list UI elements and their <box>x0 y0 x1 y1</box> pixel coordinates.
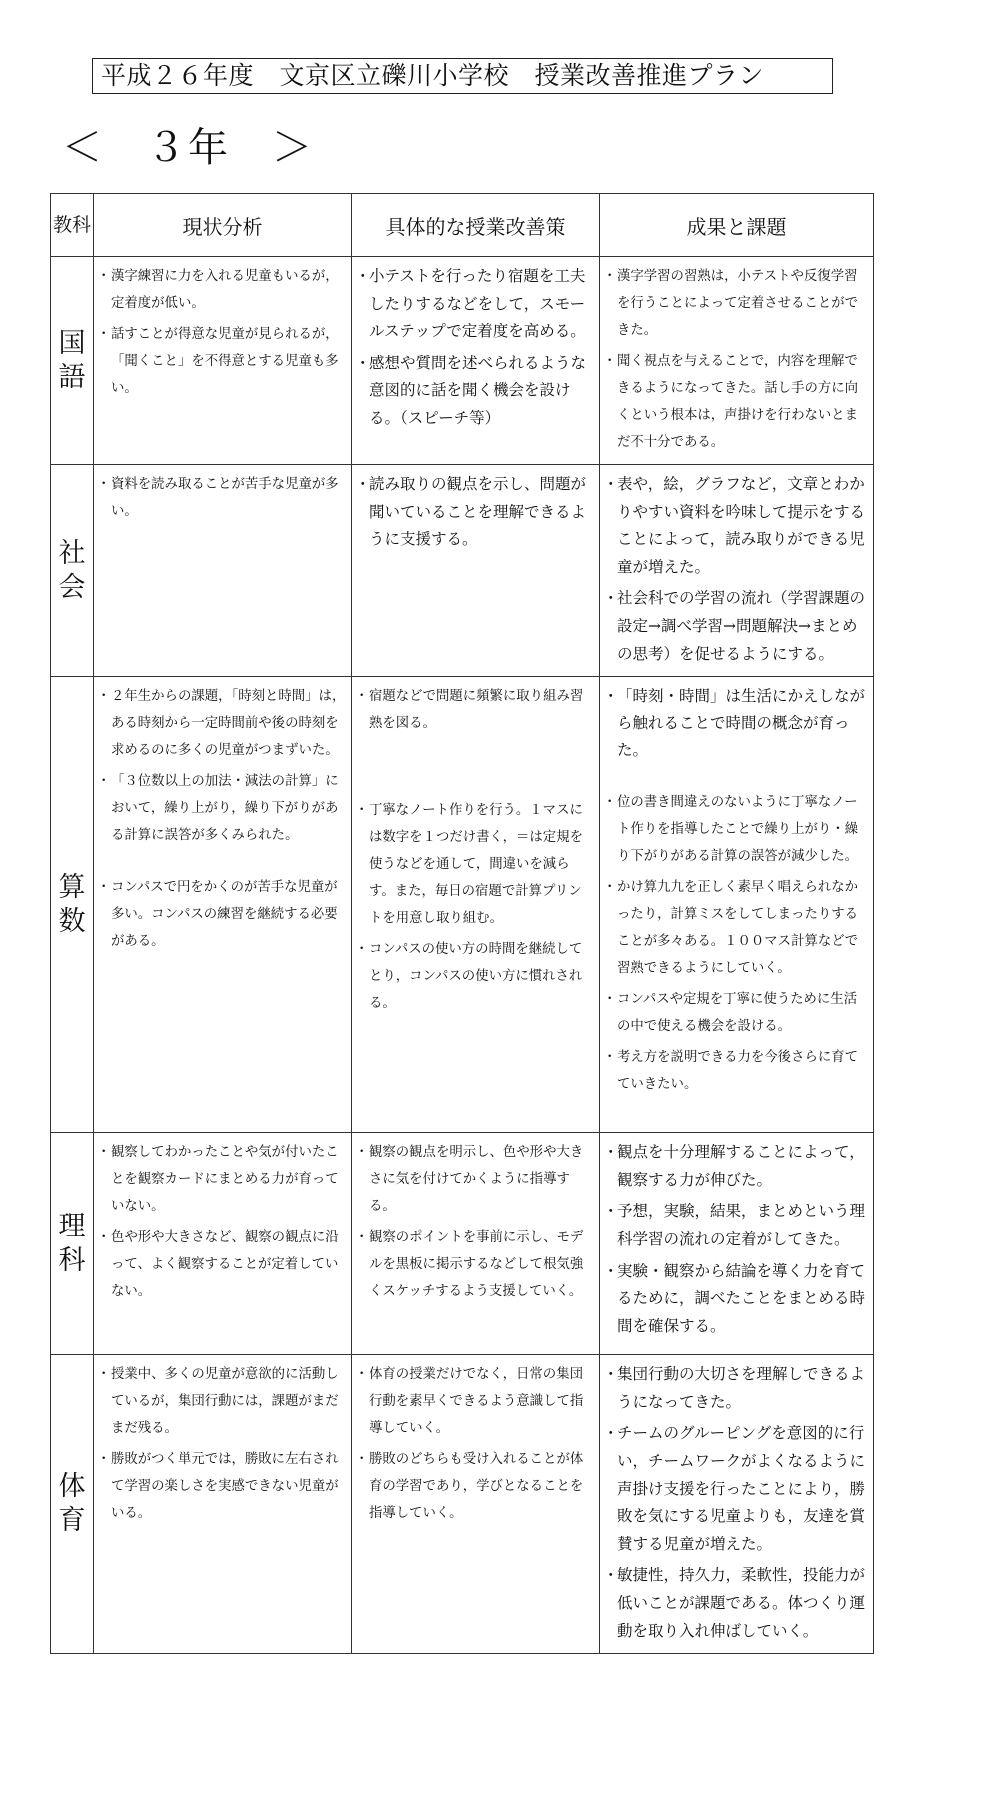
list-item: ・ 敏捷性，持久力，柔軟性，投能力が低いことが課題である。体つくり運動を取り入れ伸ばしていく。 <box>605 1562 869 1645</box>
list-item: ・ 観点を十分理解することによって，観察する力が伸びた。 <box>605 1139 869 1194</box>
list-item: ・ 予想，実験，結果，まとめという理科学習の流れの定着がしてきた。 <box>605 1198 869 1253</box>
subject-cell: 社 会 <box>51 465 94 677</box>
results-cell <box>600 1355 874 1654</box>
list-item: ・ 読み取りの観点を示し、問題が聞いていることを理解できるように支援する。 <box>357 471 595 554</box>
results-cell <box>600 257 874 465</box>
header-analysis: 現状分析 <box>94 194 352 257</box>
list-item: ・ 話すことが得意な児童が見られるが，「聞くこと」を不得意とする児童も多い。 <box>99 321 347 402</box>
subject-cell: 理 科 <box>51 1133 94 1355</box>
list-item: ・ かけ算九九を正しく素早く唱えられなかったり，計算ミスをしてしまったりすることが多々ある。１００マス計算などで習熟できるようにしていく。 <box>605 874 869 982</box>
table-row-kokugo <box>51 257 874 465</box>
subject-cell: 国 語 <box>51 257 94 465</box>
list-item: ・ 「３位数以上の加法・減法の計算」において，繰り上がり，繰り下がりがある計算に誤答が多くみられた。 <box>99 768 347 849</box>
list-item: ・ 集団行動の大切さを理解しできるようになってきた。 <box>605 1361 869 1416</box>
list-item: ・ 位の書き間違えのないように丁寧なノート作りを指導したことで繰り上がり・繰り下がりがある計算の誤答が減少した。 <box>605 789 869 870</box>
table-row-sansu <box>51 677 874 1133</box>
list-item: ・ 表や，絵，グラフなど，文章とわかりやすい資料を吟味して提示をすることによって，読み取りができる児童が増えた。 <box>605 471 869 581</box>
measures-cell <box>352 1133 600 1355</box>
measures-cell <box>352 465 600 677</box>
results-cell <box>600 677 874 1133</box>
list-item: ・ 観察してわかったことや気が付いたことを観察カードにまとめる力が育っていない。 <box>99 1139 347 1220</box>
list-item: ・ 丁寧なノート作りを行う。１マスには数字を１つだけ書く，＝は定規を使うなどを通して，間違いを減らす。また，毎日の宿題で計算プリントを用意し取り組む。 <box>357 797 595 932</box>
header-measures: 具体的な授業改善策 <box>352 194 600 257</box>
analysis-cell <box>94 465 352 677</box>
list-item: ・ 漢字学習の習熟は，小テストや反復学習を行うことによって定着させることができた。 <box>605 263 869 344</box>
analysis-cell <box>94 1133 352 1355</box>
table-row-taiiku <box>51 1355 874 1654</box>
list-item: ・ 聞く視点を与えることで，内容を理解できるようになってきた。話し手の方に向くという根本は，声掛けを行わないとまだ不十分である。 <box>605 348 869 456</box>
list-item: ・ 漢字練習に力を入れる児童もいるが，定着度が低い。 <box>99 263 347 317</box>
list-item: ・ 観察の観点を明示し、色や形や大きさに気を付けてかくように指導する。 <box>357 1139 595 1220</box>
header-subject: 教科 <box>51 194 94 257</box>
analysis-cell <box>94 257 352 465</box>
measures-cell <box>352 257 600 465</box>
list-item: ・ 社会科での学習の流れ（学習課題の設定→調べ学習→問題解決→まとめの思考）を促せるようにする。 <box>605 585 869 668</box>
analysis-cell <box>94 677 352 1133</box>
list-item: ・ 感想や質問を述べられるような意図的に話を聞く機会を設ける。（スピーチ等） <box>357 350 595 433</box>
improvement-plan-table <box>50 193 874 1654</box>
list-item: ・ 勝敗のどちらも受け入れることが体育の学習であり，学びとなることを指導していく。 <box>357 1446 595 1527</box>
list-item: ・ 資料を読み取ることが苦手な児童が多い。 <box>99 471 347 525</box>
list-item: ・ コンパスで円をかくのが苦手な児童が多い。コンパスの練習を継続する必要がある。 <box>99 874 347 955</box>
list-item: ・ 勝敗がつく単元では，勝敗に左右されて学習の楽しさを実感できない児童がいる。 <box>99 1446 347 1527</box>
measures-cell <box>352 1355 600 1654</box>
document-title: 平成２６年度 文京区立礫川小学校 授業改善推進プラン <box>92 58 833 94</box>
list-item: ・ 授業中、多くの児童が意欲的に活動しているが，集団行動には，課題がまだまだ残る。 <box>99 1361 347 1442</box>
list-item: ・ 「時刻・時間」は生活にかえしながら触れることで時間の概念が育った。 <box>605 683 869 764</box>
list-item: ・ ２年生からの課題，「時刻と時間」は，ある時刻から一定時間前や後の時刻を求めるのに多くの児童がつまずいた。 <box>99 683 347 764</box>
grade-heading: ＜ ３年 ＞ <box>62 125 314 171</box>
list-item: ・ チームのグルーピングを意図的に行い，チームワークがよくなるように声掛け支援を行ったことにより，勝敗を気にする児童よりも，友達を賞賛する児童が増えた。 <box>605 1420 869 1558</box>
subject-cell: 体 育 <box>51 1355 94 1654</box>
table-row-shakai <box>51 465 874 677</box>
list-item: ・ 小テストを行ったり宿題を工夫したりするなどをして，スモールステップで定着度を高める。 <box>357 263 595 346</box>
analysis-cell <box>94 1355 352 1654</box>
measures-cell <box>352 677 600 1133</box>
list-item: ・ 考え方を説明できる力を今後さらに育てていきたい。 <box>605 1044 869 1098</box>
subject-cell: 算 数 <box>51 677 94 1133</box>
table-row-rika <box>51 1133 874 1355</box>
results-cell <box>600 465 874 677</box>
list-item: ・ コンパスや定規を丁寧に使うために生活の中で使える機会を設ける。 <box>605 986 869 1040</box>
list-item: ・ 実験・観察から結論を導く力を育てるために，調べたことをまとめる時間を確保する。 <box>605 1258 869 1341</box>
list-item: ・ 体育の授業だけでなく，日常の集団行動を素早くできるよう意識して指導していく。 <box>357 1361 595 1442</box>
header-results: 成果と課題 <box>600 194 874 257</box>
table-header-row <box>51 194 874 257</box>
list-item: ・ 観察のポイントを事前に示し、モデルを黒板に掲示するなどして根気強くスケッチするよう支援していく。 <box>357 1224 595 1305</box>
results-cell <box>600 1133 874 1355</box>
list-item: ・ 色や形や大きさなど、観察の観点に沿って、よく観察することが定着していない。 <box>99 1224 347 1305</box>
list-item: ・ 宿題などで問題に頻繁に取り組み習熟を図る。 <box>357 683 595 737</box>
list-item: ・ コンパスの使い方の時間を継続してとり，コンパスの使い方に慣れされる。 <box>357 936 595 1017</box>
